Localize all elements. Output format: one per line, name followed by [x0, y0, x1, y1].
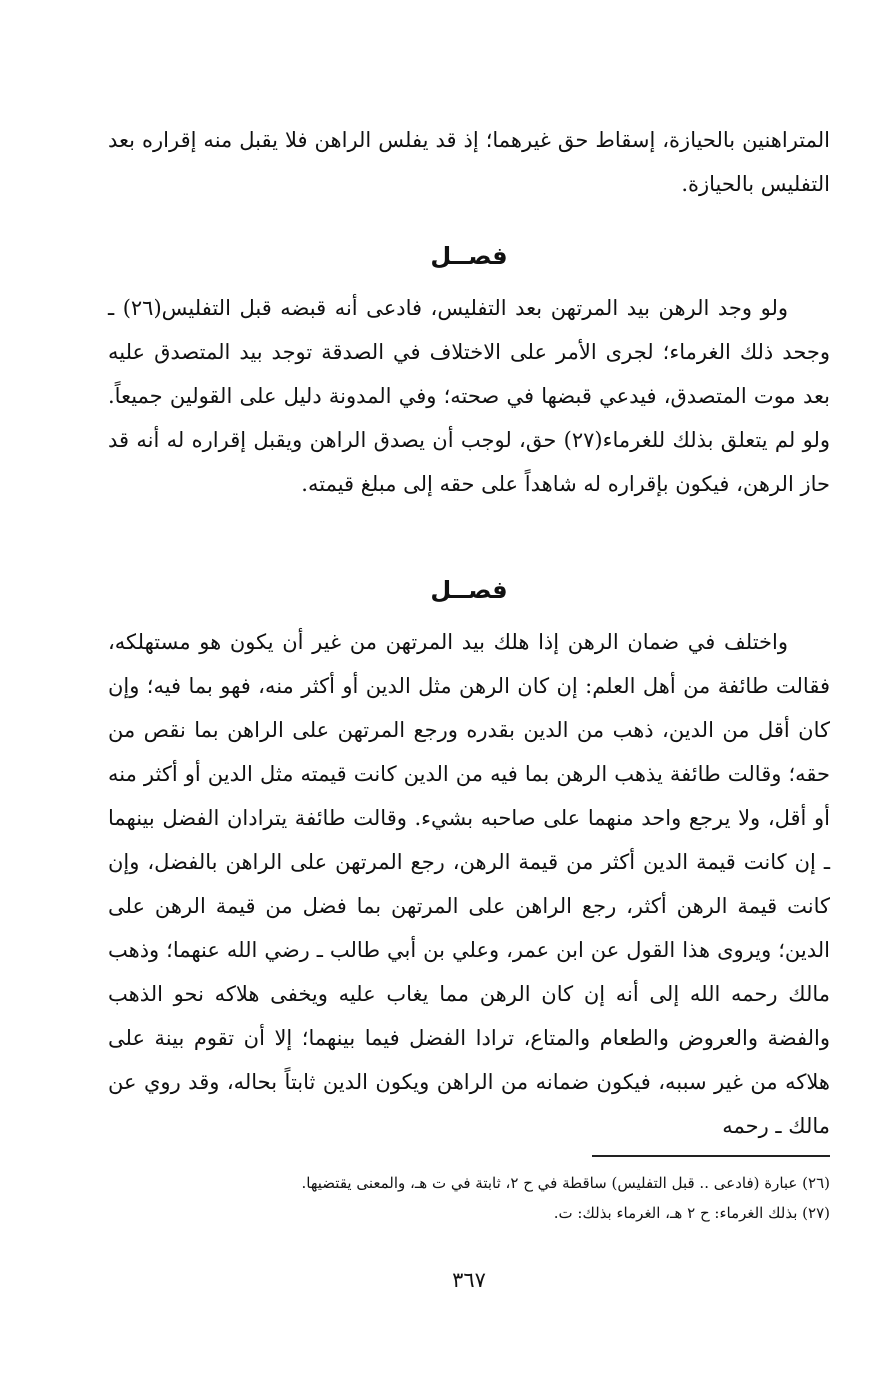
section-heading-2: فصــل: [430, 576, 508, 604]
footnote-26: (٢٦) عبارة (فادعى .. قبل التفليس) ساقطة في ح ٢، ثابتة في ت هـ، والمعنى يقتضيها.: [301, 1174, 830, 1192]
footnotes: [108, 1168, 830, 1228]
continuation-block: [108, 118, 830, 206]
footnote-divider: [592, 1155, 830, 1157]
section-2-paragraph: واختلف في ضمان الرهن إذا هلك بيد المرتهن من غير أن يكون هو مستهلكه، فقالت طائفة من أهل العلم: إن كان الرهن مثل الدين أو أكثر منه، فهو بما فيه؛ وإن كان أقل من الدين، ذهب من الدين بقدره ورجع المرتهن على الراهن بما نقص من حقه؛ وقالت طائفة يذهب الرهن بما فيه من الدين كانت قيمته مثل الدين أو أكثر منه أو أقل، ولا يرجع واحد منهما على صاحبه بشيء. وقالت طائفة يترادان الفضل بينهما ـ إن كانت قيمة الدين أكثر من قيمة الرهن، رجع المرتهن على الراهن بالفضل، وإن كانت قيمة الرهن أكثر، رجع الراهن على المرتهن بما فضل من قيمة الرهن على الدين؛ ويروى هذا القول عن ابن عمر، وعلي بن أبي طالب ـ رضي الله عنهما؛ وذهب مالك رحمه الله إلى أنه إن كان الرهن مما يغاب عليه ويخفى هلاكه نحو الذهب والفضة والعروض والطعام والمتاع، ترادا الفضل فيما بينهما؛ إلا أن تقوم بينة على هلاكه من غير سببه، فيكون ضمانه من الراهن ويكون الدين ثابتاً بحاله، وقد روي عن مالك ـ رحمه: [108, 630, 830, 1138]
section-heading-1: فصــل: [430, 242, 508, 270]
continuation-paragraph: المتراهنين بالحيازة، إسقاط حق غيرهما؛ إذ قد يفلس الراهن فلا يقبل منه إقراره بعد التفليس بالحيازة.: [108, 128, 830, 196]
section-2-body: [108, 620, 830, 1148]
section-1-paragraph: ولو وجد الرهن بيد المرتهن بعد التفليس، فادعى أنه قبضه قبل التفليس(٢٦) ـ وجحد ذلك الغرماء؛ لجرى الأمر على الاختلاف في الصدقة توجد بيد المتصدق عليه بعد موت المتصدق، فيدعي قبضها في صحته؛ وفي المدونة دليل على القولين جميعاً. ولو لم يتعلق بذلك للغرماء(٢٧) حق، لوجب أن يصدق الراهن ويقبل إقراره له أنه قد حاز الرهن، فيكون بإقراره له شاهداً على حقه إلى مبلغ قيمته.: [108, 296, 830, 496]
footnote-27: (٢٧) بذلك الغرماء: ح ٢ هـ، الغرماء بذلك: ت.: [553, 1204, 830, 1222]
section-1-body: [108, 286, 830, 506]
page-number: ٣٦٧: [452, 1268, 486, 1292]
